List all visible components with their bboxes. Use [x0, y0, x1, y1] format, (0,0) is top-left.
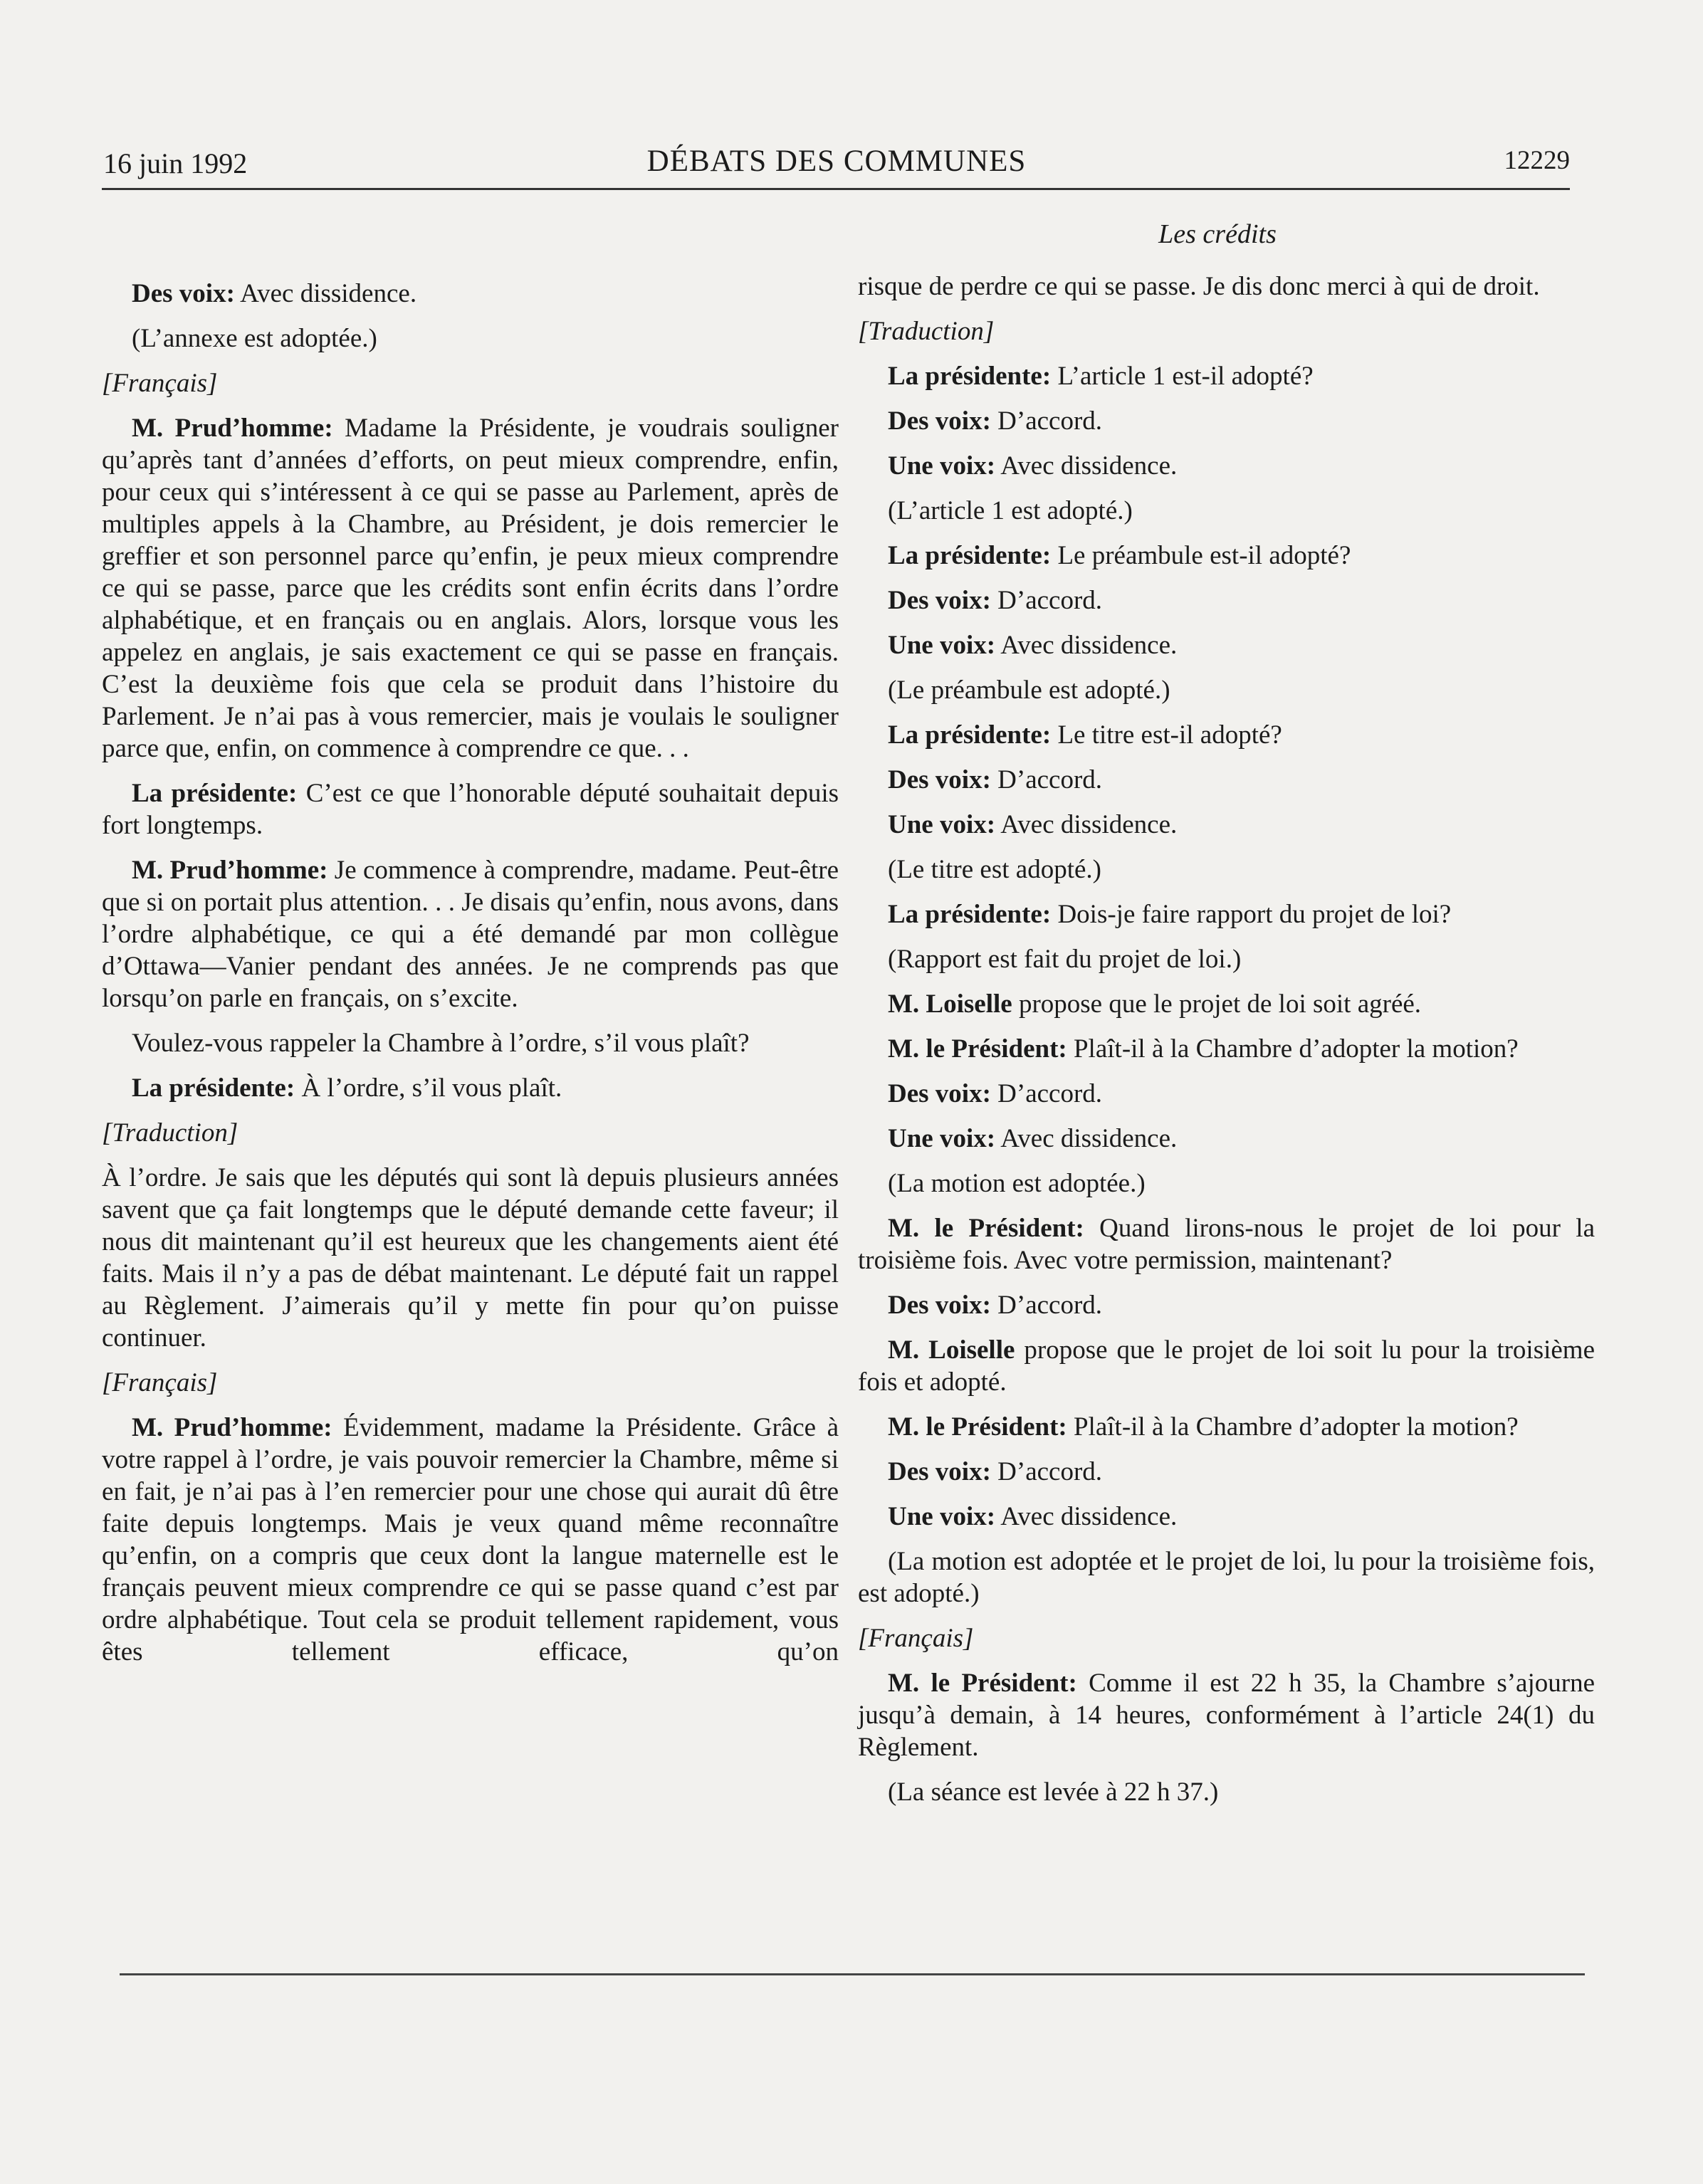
paragraph-text: (L’article 1 est adopté.): [888, 496, 1133, 525]
speaker-name: Une voix:: [888, 1124, 996, 1153]
paragraph-text: Dois-je faire rapport du projet de loi?: [1057, 900, 1452, 929]
procedural-paragraph: [102, 1162, 839, 1354]
paragraph-text: Évidemment, madame la Présidente. Grâce à votre rappel à l’ordre, je vais pouvoir remercier la Chambre, même si en fait, je n’ai pas à l’en remercier pour une chose qui aurait dû être faite depuis longtemps. Mais je veux quand même reconnaître qu’enfin, on a compris que ceux dont la langue maternelle est le français peuvent mieux comprendre ce qui se passe quand c’est par ordre alphabétique. Tout cela se produit tellement rapidement, vous êtes tellement efficace, qu’on: [102, 1413, 839, 1666]
speaker-name: M. Prud’homme:: [132, 1413, 332, 1442]
paragraph-text: D’accord.: [997, 1291, 1103, 1320]
speaker-name: Une voix:: [888, 810, 996, 839]
procedural-paragraph: [858, 1776, 1595, 1808]
procedural-paragraph: [102, 1027, 839, 1059]
right-column: [858, 271, 1595, 1821]
procedural-paragraph: [858, 854, 1595, 886]
speech-paragraph: [858, 1411, 1595, 1443]
paragraph-text: Le titre est-il adopté?: [1057, 720, 1282, 750]
speaker-name: M. Loiselle: [888, 989, 1012, 1019]
speech-paragraph: [858, 540, 1595, 572]
speech-paragraph: [858, 898, 1595, 930]
speaker-name: La présidente:: [888, 720, 1052, 750]
paragraph-text: Avec dissidence.: [1000, 631, 1178, 660]
language-tag: [102, 367, 839, 399]
speaker-name: Des voix:: [132, 279, 235, 308]
speech-paragraph: [858, 1456, 1595, 1488]
paragraph-text: D’accord.: [997, 1457, 1103, 1486]
language-tag: [102, 1117, 839, 1149]
speaker-name: Une voix:: [888, 631, 996, 660]
speech-paragraph: [858, 1501, 1595, 1533]
speech-paragraph: [102, 412, 839, 765]
left-column: [102, 278, 839, 1681]
paragraph-text: À l’ordre, s’il vous plaît.: [301, 1073, 562, 1103]
language-tag-text: [Français]: [858, 1624, 974, 1653]
speech-paragraph: [102, 278, 839, 310]
speaker-name: Des voix:: [888, 1457, 991, 1486]
language-tag: [102, 1367, 839, 1399]
speaker-name: Des voix:: [888, 765, 991, 794]
paragraph-text: Voulez-vous rappeler la Chambre à l’ordre, s’il vous plaît?: [132, 1029, 750, 1058]
speech-paragraph: [102, 1412, 839, 1668]
speech-paragraph: [858, 1123, 1595, 1155]
paragraph-text: Avec dissidence.: [1000, 1502, 1178, 1531]
language-tag: [858, 1622, 1595, 1654]
paragraph-text: Le préambule est-il adopté?: [1057, 541, 1351, 570]
speech-paragraph: [858, 809, 1595, 841]
speech-paragraph: [858, 1078, 1595, 1110]
speaker-name: Des voix:: [888, 1291, 991, 1320]
speaker-name: M. Prud’homme:: [132, 414, 333, 443]
paragraph-text: propose que le projet de loi soit lu pour la troisième fois et adopté.: [858, 1335, 1595, 1397]
paragraph-text: Madame la Présidente, je voudrais souligner qu’après tant d’années d’efforts, on peut mieux comprendre, enfin, pour ceux qui s’intéressent à ce qui se passe au Parlement, après de multiples appels à la Chambre, au Président, je dois remercier le greffier et son personnel parce qu’enfin, je peux mieux comprendre ce qui se passe, parce que les crédits sont enfin écrits dans l’ordre alphabétique, et en français ou en anglais. Alors, lorsque vous les appelez en anglais, je sais exactement ce qui se passe en français. C’est la deuxième fois que cela se produit dans l’histoire du Parlement. Je n’ai pas à vous remercier, mais je voulais le souligner parce que, enfin, on commence à comprendre ce que. . .: [102, 414, 839, 763]
paragraph-text: D’accord.: [997, 1079, 1103, 1108]
paragraph-text: Plaît-il à la Chambre d’adopter la motion?: [1073, 1412, 1519, 1442]
speaker-name: Une voix:: [888, 1502, 996, 1531]
speech-paragraph: [858, 1033, 1595, 1065]
language-tag-text: [Français]: [102, 369, 218, 398]
speech-paragraph: [858, 405, 1595, 437]
speaker-name: Des voix:: [888, 406, 991, 436]
speaker-name: M. le Président:: [888, 1034, 1067, 1064]
paragraph-text: (La motion est adoptée et le projet de loi, lu pour la troisième fois, est adopté.): [858, 1547, 1595, 1608]
speech-paragraph: [858, 584, 1595, 616]
footer-rule: [120, 1973, 1585, 1975]
paragraph-text: (La motion est adoptée.): [888, 1169, 1146, 1198]
speech-paragraph: [858, 360, 1595, 392]
speaker-name: La présidente:: [132, 779, 298, 808]
speaker-name: Une voix:: [888, 451, 996, 481]
header-publication-title: DÉBATS DES COMMUNES: [646, 145, 1027, 178]
paragraph-text: Je commence à comprendre, madame. Peut-être que si on portait plus attention. . . Je disais qu’enfin, nous avons, dans l’ordre alphabétique, ce qui a été demandé par mon collègue d’Ottawa—Vanier pendant des années. Je ne comprends pas que lorsqu’on parle en français, on s’excite.: [102, 856, 839, 1013]
paragraph-text: (L’annexe est adoptée.): [132, 324, 377, 353]
paragraph-text: Avec dissidence.: [1000, 451, 1178, 481]
procedural-paragraph: [102, 322, 839, 355]
speaker-name: La présidente:: [888, 900, 1052, 929]
paragraph-text: L’article 1 est-il adopté?: [1057, 362, 1314, 391]
procedural-paragraph: [858, 495, 1595, 527]
speaker-name: M. Prud’homme:: [132, 856, 328, 885]
paragraph-text: Plaît-il à la Chambre d’adopter la motion?: [1073, 1034, 1519, 1064]
speaker-name: La présidente:: [888, 362, 1052, 391]
speaker-name: M. le Président:: [888, 1669, 1077, 1698]
paragraph-text: propose que le projet de loi soit agréé.: [1018, 989, 1422, 1019]
speech-paragraph: [858, 1667, 1595, 1763]
language-tag-text: [Traduction]: [858, 317, 995, 346]
procedural-paragraph: [858, 1545, 1595, 1610]
paragraph-text: risque de perdre ce qui se passe. Je dis donc merci à qui de droit.: [858, 272, 1540, 301]
paragraph-text: Quand lirons-nous le projet de loi pour la troisième fois. Avec votre permission, maintenant?: [858, 1214, 1595, 1275]
paragraph-text: D’accord.: [997, 765, 1103, 794]
speech-paragraph: [858, 450, 1595, 482]
procedural-paragraph: [858, 674, 1595, 706]
page-header: [103, 142, 1570, 185]
speaker-name: La présidente:: [888, 541, 1052, 570]
header-date: 16 juin 1992: [103, 147, 248, 179]
speech-paragraph: [858, 1212, 1595, 1276]
language-tag-text: [Traduction]: [102, 1118, 239, 1148]
paragraph-text: Avec dissidence.: [240, 279, 417, 308]
paragraph-text: C’est ce que l’honorable député souhaitait depuis fort longtemps.: [102, 779, 839, 840]
speech-paragraph: [858, 764, 1595, 796]
speaker-name: Des voix:: [888, 1079, 991, 1108]
paragraph-text: (Le préambule est adopté.): [888, 676, 1170, 705]
speaker-name: La présidente:: [132, 1073, 295, 1103]
paragraph-text: (Le titre est adopté.): [888, 855, 1101, 884]
paragraph-text: Avec dissidence.: [1000, 810, 1178, 839]
language-tag: [858, 315, 1595, 347]
paragraph-text: D’accord.: [997, 586, 1103, 615]
header-page-number: 12229: [1504, 146, 1570, 175]
speech-paragraph: [858, 719, 1595, 751]
header-rule: [102, 188, 1570, 190]
procedural-paragraph: [858, 1167, 1595, 1199]
speaker-name: M. le Président:: [888, 1214, 1084, 1243]
paragraph-text: (Rapport est fait du projet de loi.): [888, 945, 1242, 974]
speech-paragraph: [102, 854, 839, 1014]
speech-paragraph: [858, 1334, 1595, 1398]
language-tag-text: [Français]: [102, 1368, 218, 1397]
speaker-name: Des voix:: [888, 586, 991, 615]
procedural-paragraph: [858, 271, 1595, 303]
speech-paragraph: [858, 629, 1595, 661]
speaker-name: M. le Président:: [888, 1412, 1067, 1442]
speech-paragraph: [858, 1289, 1595, 1321]
paragraph-text: À l’ordre. Je sais que les députés qui sont là depuis plusieurs années savent que ça fait longtemps que le député demande cette faveur; il nous dit maintenant qu’il est heureux que les changements aient été faits. Mais il n’y a pas de débat maintenant. Le député fait un rappel au Règlement. J’aimerais qu’il y mette fin pour qu’on puisse continuer.: [102, 1163, 839, 1353]
paragraph-text: (La séance est levée à 22 h 37.): [888, 1778, 1219, 1807]
procedural-paragraph: [858, 943, 1595, 975]
paragraph-text: Avec dissidence.: [1000, 1124, 1178, 1153]
paragraph-text: Comme il est 22 h 35, la Chambre s’ajourne jusqu’à demain, à 14 heures, conformément à l’article 24(1) du Règlement.: [858, 1669, 1595, 1762]
speech-paragraph: [102, 1072, 839, 1104]
section-label: Les crédits: [1158, 219, 1277, 249]
speech-paragraph: [102, 777, 839, 841]
speaker-name: M. Loiselle: [888, 1335, 1015, 1365]
speech-paragraph: [858, 988, 1595, 1020]
paragraph-text: D’accord.: [997, 406, 1103, 436]
